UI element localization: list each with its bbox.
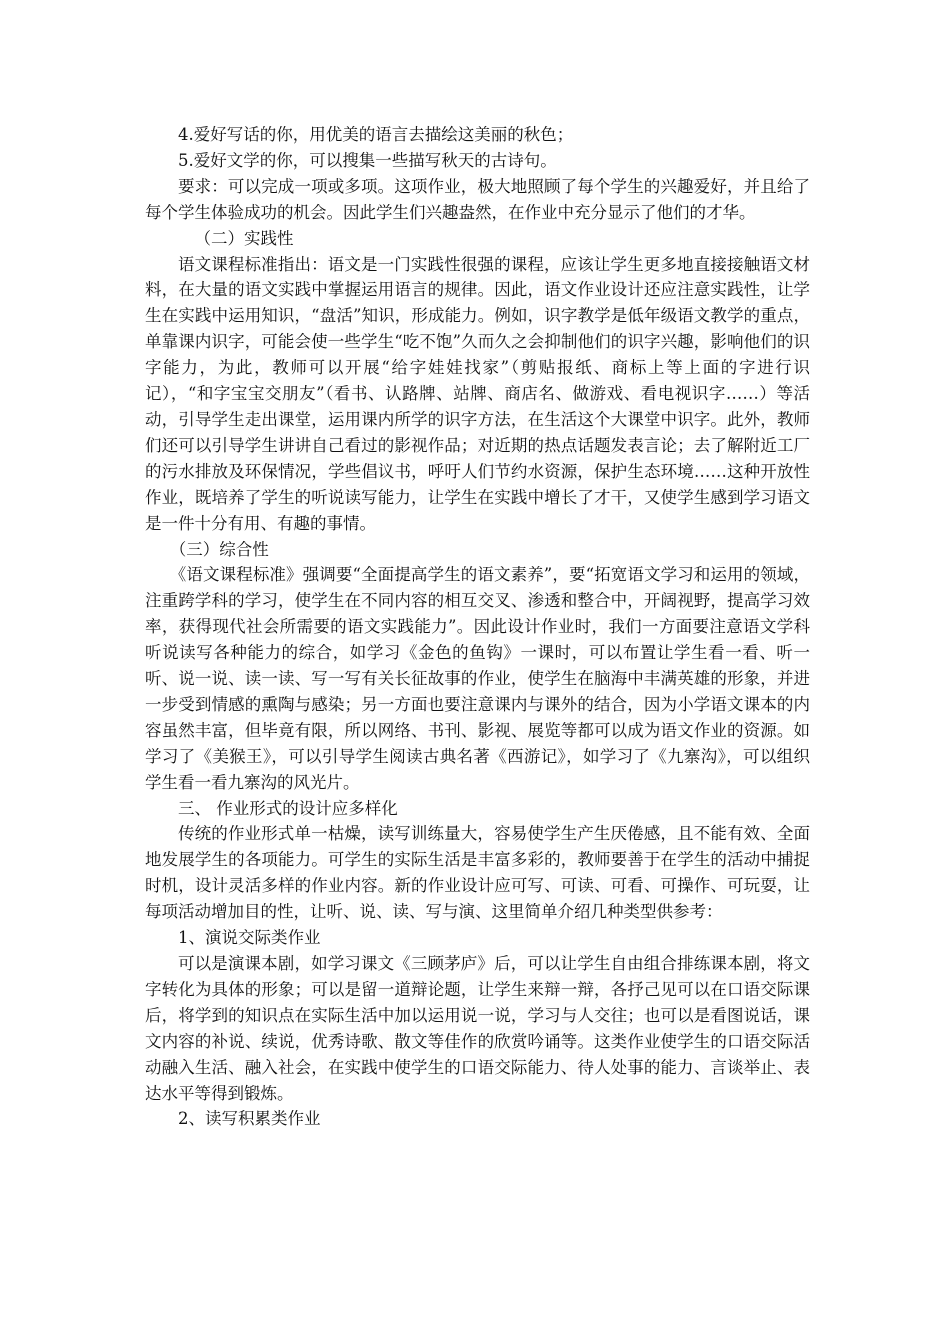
list-item-5: 5.爱好文学的你，可以搜集一些描写秋天的古诗句。 — [178, 150, 557, 170]
practice-paragraph: 语文课程标准指出：语文是一门实践性很强的课程，应该让学生更多地直接接触语文材料，在大量的语文实践中掌握运用语言的规律。因此，语文作业设计还应注意实践性，让学生在实践中运用知识，“盘活”知识，形成能力。例如，识字教学是低年级语文教学的重点，单靠课内识字，可能会使一些学生“吃不饱”久而久之会抑制他们的识字兴趣，影响他们的识字能力，为此，教师可以开展“给字娃娃找家”（剪贴报纸、商标上等上面的字进行识记），“和字宝宝交朋友”（看书、认路牌、站牌、商店名、做游戏、看电视识字……）等活动，引导学生走出课堂，运用课内所学的识字方法，在生活这个大课堂中识字。此外，教师们还可以引导学生讲讲自己看过的影视作品；对近期的热点话题发表言论；去了解附近工厂的污水排放及环保情况，学些倡议书，呼吁人们节约水资源，保护生态环境……这种开放性作业，既培养了学生的听说读写能力，让学生在实践中增长了才干，又使学生感到学习语文是一件十分有用、有趣的事情。 — [145, 254, 810, 533]
chapter-heading-three: 三、 作业形式的设计应多样化 — [178, 798, 398, 818]
comprehensive-paragraph: 《语文课程标准》强调要“全面提高学生的语文素养”，要“拓宽语文学习和运用的领域，注重跨学科的学习，使学生在不同内容的相互交叉、渗透和整合中，开阔视野，提高学习效率，获得现代社会所需要的语文实践能力”。因此设计作业时，我们一方面要注意语文学科听说读写各种能力的综合，如学习《金色的鱼钩》一课时，可以布置让学生看一看、听一听、说一说、读一读、写一写有关长征故事的作业，使学生在脑海中丰满英雄的形象，并进一步受到情感的熏陶与感染；另一方面也要注意课内与课外的结合，因为小学语文课本的内容虽然丰富，但毕竟有限，所以网络、书刊、影视、展览等都可以成为语文作业的资源。如学习了《美猴王》，可以引导学生阅读古典名著《西游记》，如学习了《九寨沟》，可以组织学生看一看九寨沟的风光片。 — [145, 565, 810, 792]
subheading-reading-writing: 2、读写积累类作业 — [178, 1109, 321, 1129]
section-heading-comprehensive: （三）综合性 — [169, 539, 269, 559]
requirement-paragraph: 要求：可以完成一项或多项。这项作业，极大地照顾了每个学生的兴趣爱好，并且给了每个学生体验成功的机会。因此学生们兴趣盎然，在作业中充分显示了他们的才华。 — [145, 176, 810, 222]
subheading-speech: 1、演说交际类作业 — [178, 928, 321, 948]
diversity-paragraph: 传统的作业形式单一枯燥，读写训练量大，容易使学生产生厌倦感，且不能有效、全面地发展学生的各项能力。可学生的实际生活是丰富多彩的，教师要善于在学生的活动中捕捉时机，设计灵活多样的作业内容。新的作业设计应可写、可读、可看、可操作、可玩耍，让每项活动增加目的性，让听、说、读、写与演、这里简单介绍几种类型供参考： — [145, 824, 810, 922]
speech-paragraph: 可以是演课本剧，如学习课文《三顾茅庐》后，可以让学生自由组合排练课本剧，将文字转化为具体的形象；可以是留一道辩论题，让学生来辩一辩，各抒己见可以在口语交际课后，将学到的知识点在实际生活中加以运用说一说，学习与人交往；也可以是看图说话，课文内容的补说、续说，优秀诗歌、散文等佳作的欣赏吟诵等。这类作业使学生的口语交际活动融入生活、融入社会，在实践中使学生的口语交际能力、待人处事的能力、言谈举止、表达水平等得到锻炼。 — [145, 954, 810, 1103]
list-item-4: 4.爱好写话的你，用优美的语言去描绘这美丽的秋色； — [178, 125, 574, 144]
section-heading-practice: （二）实践性 — [194, 228, 294, 248]
document-body — [145, 122, 810, 1132]
